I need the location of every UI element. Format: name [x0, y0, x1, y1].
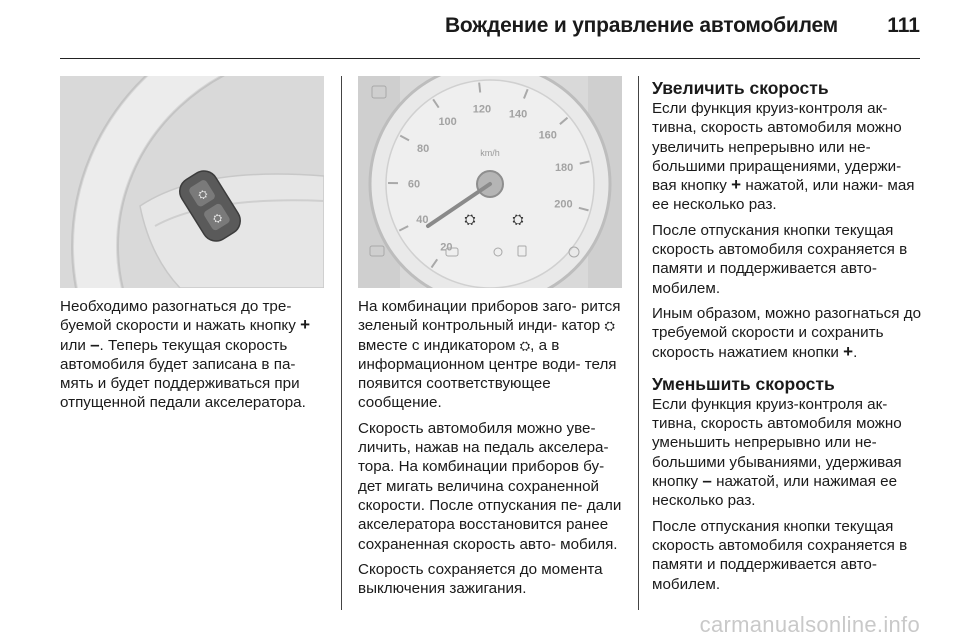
svg-text:⛭: ⛭: [195, 186, 211, 203]
speed-tick-label: 160: [538, 129, 557, 142]
text-run: нажатой, или нажи- мая ее несколько раз.: [652, 177, 915, 214]
text-run: нажатой, или нажимая ее несколько раз.: [652, 473, 898, 510]
column-1-text: [60, 297, 330, 419]
section-heading-increase-speed: Увеличить скорость: [652, 78, 829, 98]
svg-text:⛭: ⛭: [210, 210, 225, 227]
page-number: 111: [887, 14, 920, 37]
speed-tick-label: 200: [554, 198, 573, 211]
cruise-active-indicator-icon: ⛭: [512, 212, 524, 228]
text-run: .: [853, 343, 858, 361]
speed-tick-label: 120: [472, 103, 492, 116]
plus-icon: +: [300, 315, 311, 335]
paragraph: Скорость автомобиля можно уве- личить, нажав на педаль акселера- тора. На комбинации приборов бу- дет мигать величина сохраненной скорости. После отпускания пе- дали акселератора восстановится ранее сохраненная скорость авто- мобиля.: [358, 419, 622, 553]
watermark: carmanualsonline.info: [699, 612, 920, 637]
column-divider-1: [341, 76, 342, 610]
text-run: На комбинации приборов заго- рится зеленый контрольный инди- катор: [358, 298, 621, 335]
speedometer-icon: [358, 76, 622, 288]
paragraph: После отпускания кнопки текущая скорость автомобиля сохраняется в памяти и поддерживается авто- мобилем.: [652, 221, 908, 297]
paragraph: [60, 297, 330, 413]
speed-tick-label: 140: [508, 108, 528, 121]
cruise-control-active-icon: ⛭: [519, 337, 531, 353]
speed-tick-label: 100: [438, 115, 457, 128]
steering-wheel-illustration: [60, 76, 324, 288]
plus-icon: +: [843, 341, 854, 361]
minus-icon: –: [702, 471, 712, 491]
speed-tick-label: 60: [407, 178, 421, 191]
paragraph: Скорость сохраняется до момента выключения зажигания.: [358, 560, 603, 598]
column-divider-2: [638, 76, 639, 610]
speed-tick-label: 20: [440, 241, 453, 254]
text-run: , а в информационном центре води- теля появится соответствующее сообщение.: [358, 336, 617, 412]
column-2-text: [358, 297, 626, 604]
cruise-set-indicator-icon: ⛭: [464, 212, 476, 228]
text-run: вместе с индикатором: [358, 336, 516, 354]
text-run: . Теперь текущая скорость автомобиля будет записана в па- мять и будет поддерживаться при отпущенной педали акселератора.: [60, 336, 306, 412]
text-run: Иным образом, можно разогнаться до требуемой скорости и сохранить скорость нажатием кнопки: [652, 304, 922, 361]
paragraph: После отпускания кнопки текущая скорость автомобиля сохраняется в памяти и поддерживается авто- мобилем.: [652, 517, 908, 593]
text-run: Если функция круиз-контроля ак- тивна, скорость автомобиля можно уменьшить непрерывно или не- большими убываниями, удерживая кнопку: [652, 395, 902, 491]
text-run: Необходимо разогнаться до тре- буемой скорости и нажать кнопку: [60, 298, 296, 335]
section-heading-decrease-speed: Уменьшить скорость: [652, 373, 835, 394]
paragraph: [652, 304, 924, 362]
speed-tick: [479, 83, 480, 93]
column-3-text: [652, 78, 924, 600]
text-run: или: [60, 336, 86, 354]
cruise-control-indicator-icon: ⛭: [604, 318, 615, 334]
speed-tick-label: 180: [554, 162, 574, 175]
speed-unit-label: km/h: [480, 148, 500, 158]
paragraph: [652, 99, 924, 215]
paragraph: [652, 395, 924, 511]
speed-tick-label: 40: [416, 213, 429, 226]
plus-icon: +: [731, 175, 742, 195]
header-divider: [60, 58, 920, 59]
text-run: Если функция круиз-контроля ак- тивна, скорость автомобиля можно увеличить непрерывно или не- большими приращениями, удержи- вая кнопку: [652, 100, 902, 195]
speed-tick-label: 80: [416, 142, 430, 155]
instrument-cluster-illustration: [358, 76, 622, 288]
steering-wheel-icon: [60, 76, 324, 288]
page-title: Вождение и управление автомобилем: [444, 14, 838, 37]
minus-icon: –: [90, 334, 100, 354]
paragraph: [358, 297, 626, 413]
